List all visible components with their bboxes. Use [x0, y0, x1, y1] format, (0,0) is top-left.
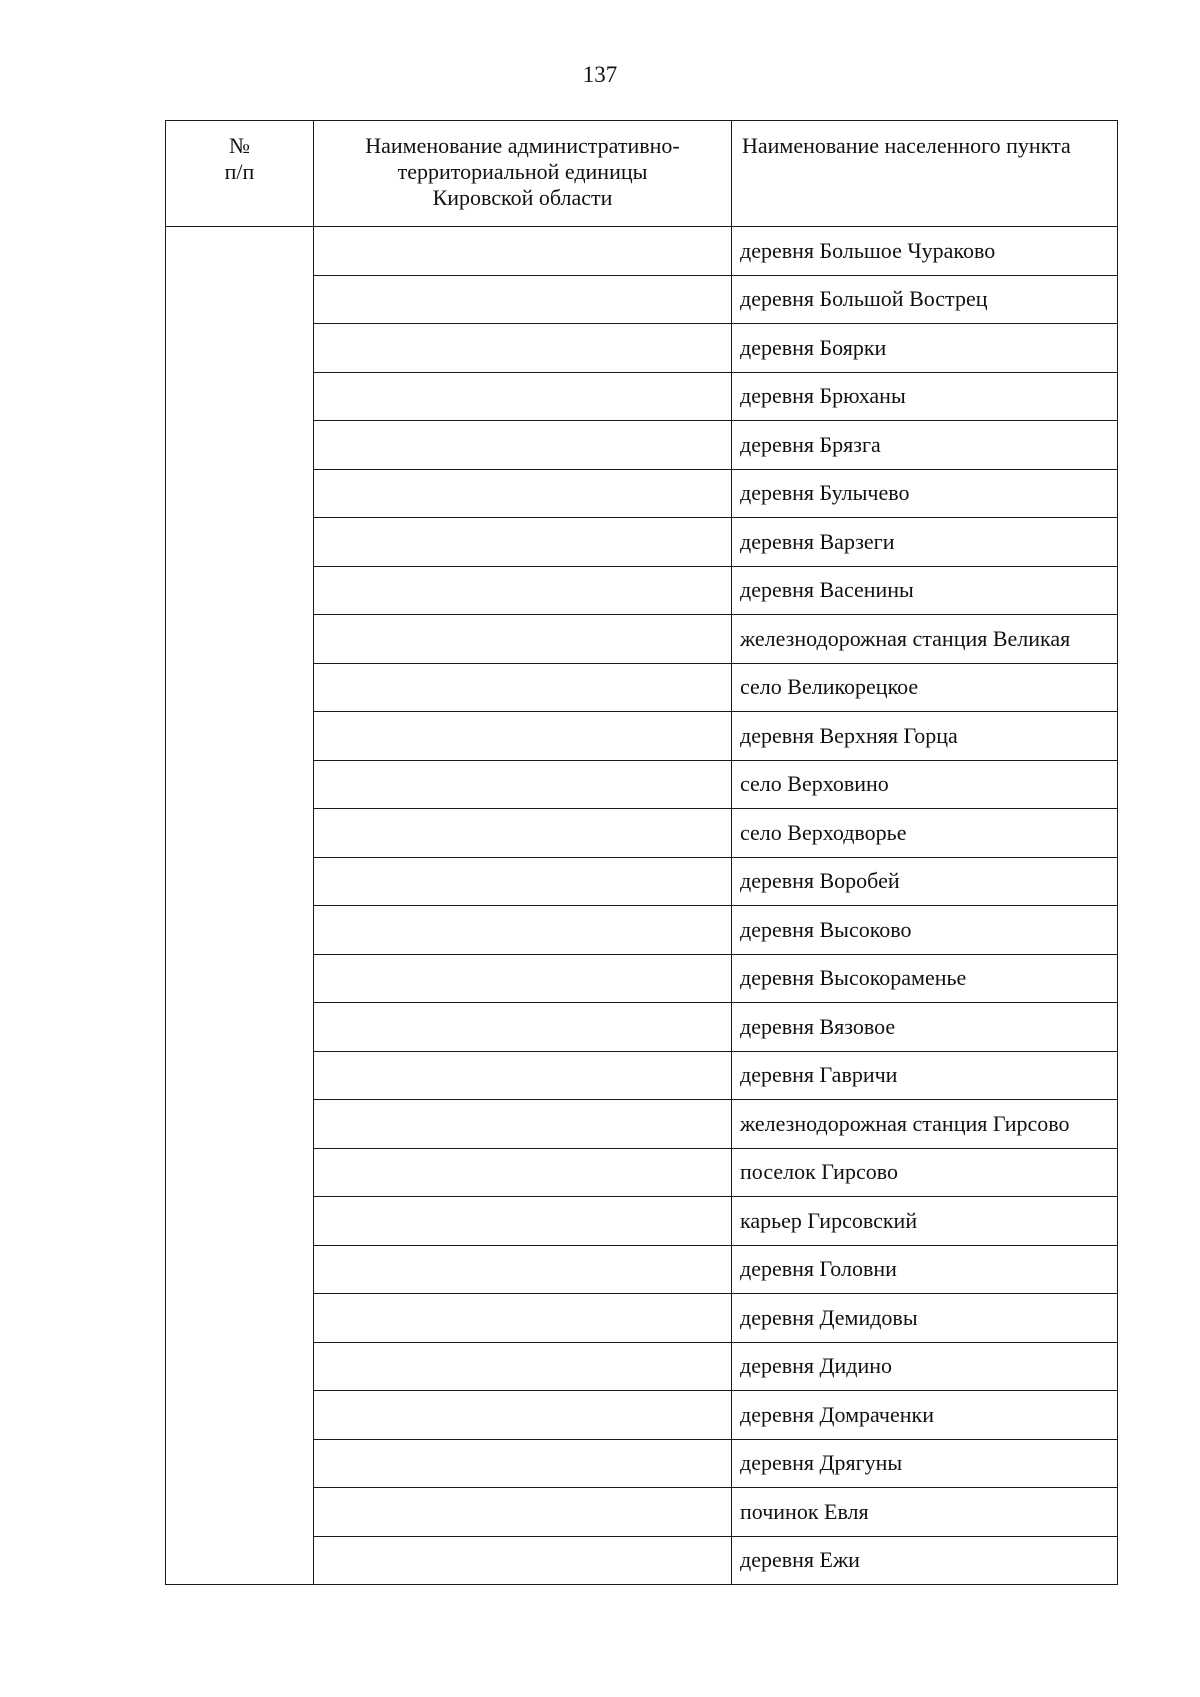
admin-unit-cell: [314, 1003, 732, 1052]
settlement-cell: деревня Вязовое: [732, 1003, 1118, 1052]
settlement-cell: село Верховино: [732, 760, 1118, 809]
table-body: [166, 227, 1118, 1585]
settlement-cell: карьер Гирсовский: [732, 1197, 1118, 1246]
number-cell: [166, 227, 314, 1585]
admin-unit-cell: [314, 469, 732, 518]
admin-unit-cell: [314, 954, 732, 1003]
page-number: 137: [582, 62, 618, 87]
admin-unit-cell: [314, 1100, 732, 1149]
settlement-cell: село Верходворье: [732, 809, 1118, 858]
admin-unit-cell: [314, 663, 732, 712]
settlement-cell: деревня Гавричи: [732, 1051, 1118, 1100]
admin-unit-cell: [314, 275, 732, 324]
settlement-cell: деревня Брюханы: [732, 372, 1118, 421]
table-header-row: [166, 121, 1118, 227]
settlement-cell: деревня Брязга: [732, 421, 1118, 470]
admin-unit-cell: [314, 712, 732, 761]
header-number-line2: п/п: [224, 159, 255, 184]
admin-unit-cell: [314, 1488, 732, 1537]
settlement-cell: деревня Высоково: [732, 906, 1118, 955]
settlement-cell: деревня Большой Вострец: [732, 275, 1118, 324]
settlement-cell: деревня Домраченки: [732, 1391, 1118, 1440]
header-number: [166, 121, 314, 227]
settlement-cell: деревня Демидовы: [732, 1294, 1118, 1343]
header-number-line1: №: [229, 133, 250, 158]
settlement-cell: деревня Боярки: [732, 324, 1118, 373]
admin-unit-cell: [314, 615, 732, 664]
admin-unit-cell: [314, 421, 732, 470]
settlement-cell: деревня Высокораменье: [732, 954, 1118, 1003]
settlement-cell: деревня Большое Чураково: [732, 227, 1118, 276]
admin-unit-cell: [314, 1439, 732, 1488]
settlement-cell: село Великорецкое: [732, 663, 1118, 712]
settlement-cell: железнодорожная станция Великая: [732, 615, 1118, 664]
admin-unit-cell: [314, 760, 732, 809]
settlements-table: [165, 120, 1118, 1585]
admin-unit-cell: [314, 1536, 732, 1585]
admin-unit-cell: [314, 324, 732, 373]
settlement-cell: починок Евля: [732, 1488, 1118, 1537]
settlement-cell: деревня Воробей: [732, 857, 1118, 906]
admin-unit-cell: [314, 906, 732, 955]
settlement-cell: деревня Дидино: [732, 1342, 1118, 1391]
header-admin-unit: [314, 121, 732, 227]
settlement-cell: деревня Ежи: [732, 1536, 1118, 1585]
settlement-cell: деревня Васенины: [732, 566, 1118, 615]
admin-unit-cell: [314, 1051, 732, 1100]
admin-unit-cell: [314, 857, 732, 906]
settlement-cell: деревня Дрягуны: [732, 1439, 1118, 1488]
settlement-cell: железнодорожная станция Гирсово: [732, 1100, 1118, 1149]
admin-unit-cell: [314, 1391, 732, 1440]
settlement-cell: деревня Варзеги: [732, 518, 1118, 567]
header-admin-line3: Кировской области: [432, 185, 613, 210]
table-row: [166, 227, 1118, 276]
header-admin-line2: территориальной единицы: [397, 159, 648, 184]
admin-unit-cell: [314, 1342, 732, 1391]
admin-unit-cell: [314, 518, 732, 567]
admin-unit-cell: [314, 809, 732, 858]
admin-unit-cell: [314, 1148, 732, 1197]
admin-unit-cell: [314, 1294, 732, 1343]
settlement-cell: деревня Булычево: [732, 469, 1118, 518]
header-settlement: Наименование населенного пункта: [732, 121, 1118, 227]
admin-unit-cell: [314, 372, 732, 421]
admin-unit-cell: [314, 227, 732, 276]
admin-unit-cell: [314, 566, 732, 615]
header-admin-line1: Наименование административно-: [365, 133, 680, 158]
admin-unit-cell: [314, 1245, 732, 1294]
settlement-cell: поселок Гирсово: [732, 1148, 1118, 1197]
admin-unit-cell: [314, 1197, 732, 1246]
settlement-cell: деревня Головни: [732, 1245, 1118, 1294]
settlement-cell: деревня Верхняя Горца: [732, 712, 1118, 761]
